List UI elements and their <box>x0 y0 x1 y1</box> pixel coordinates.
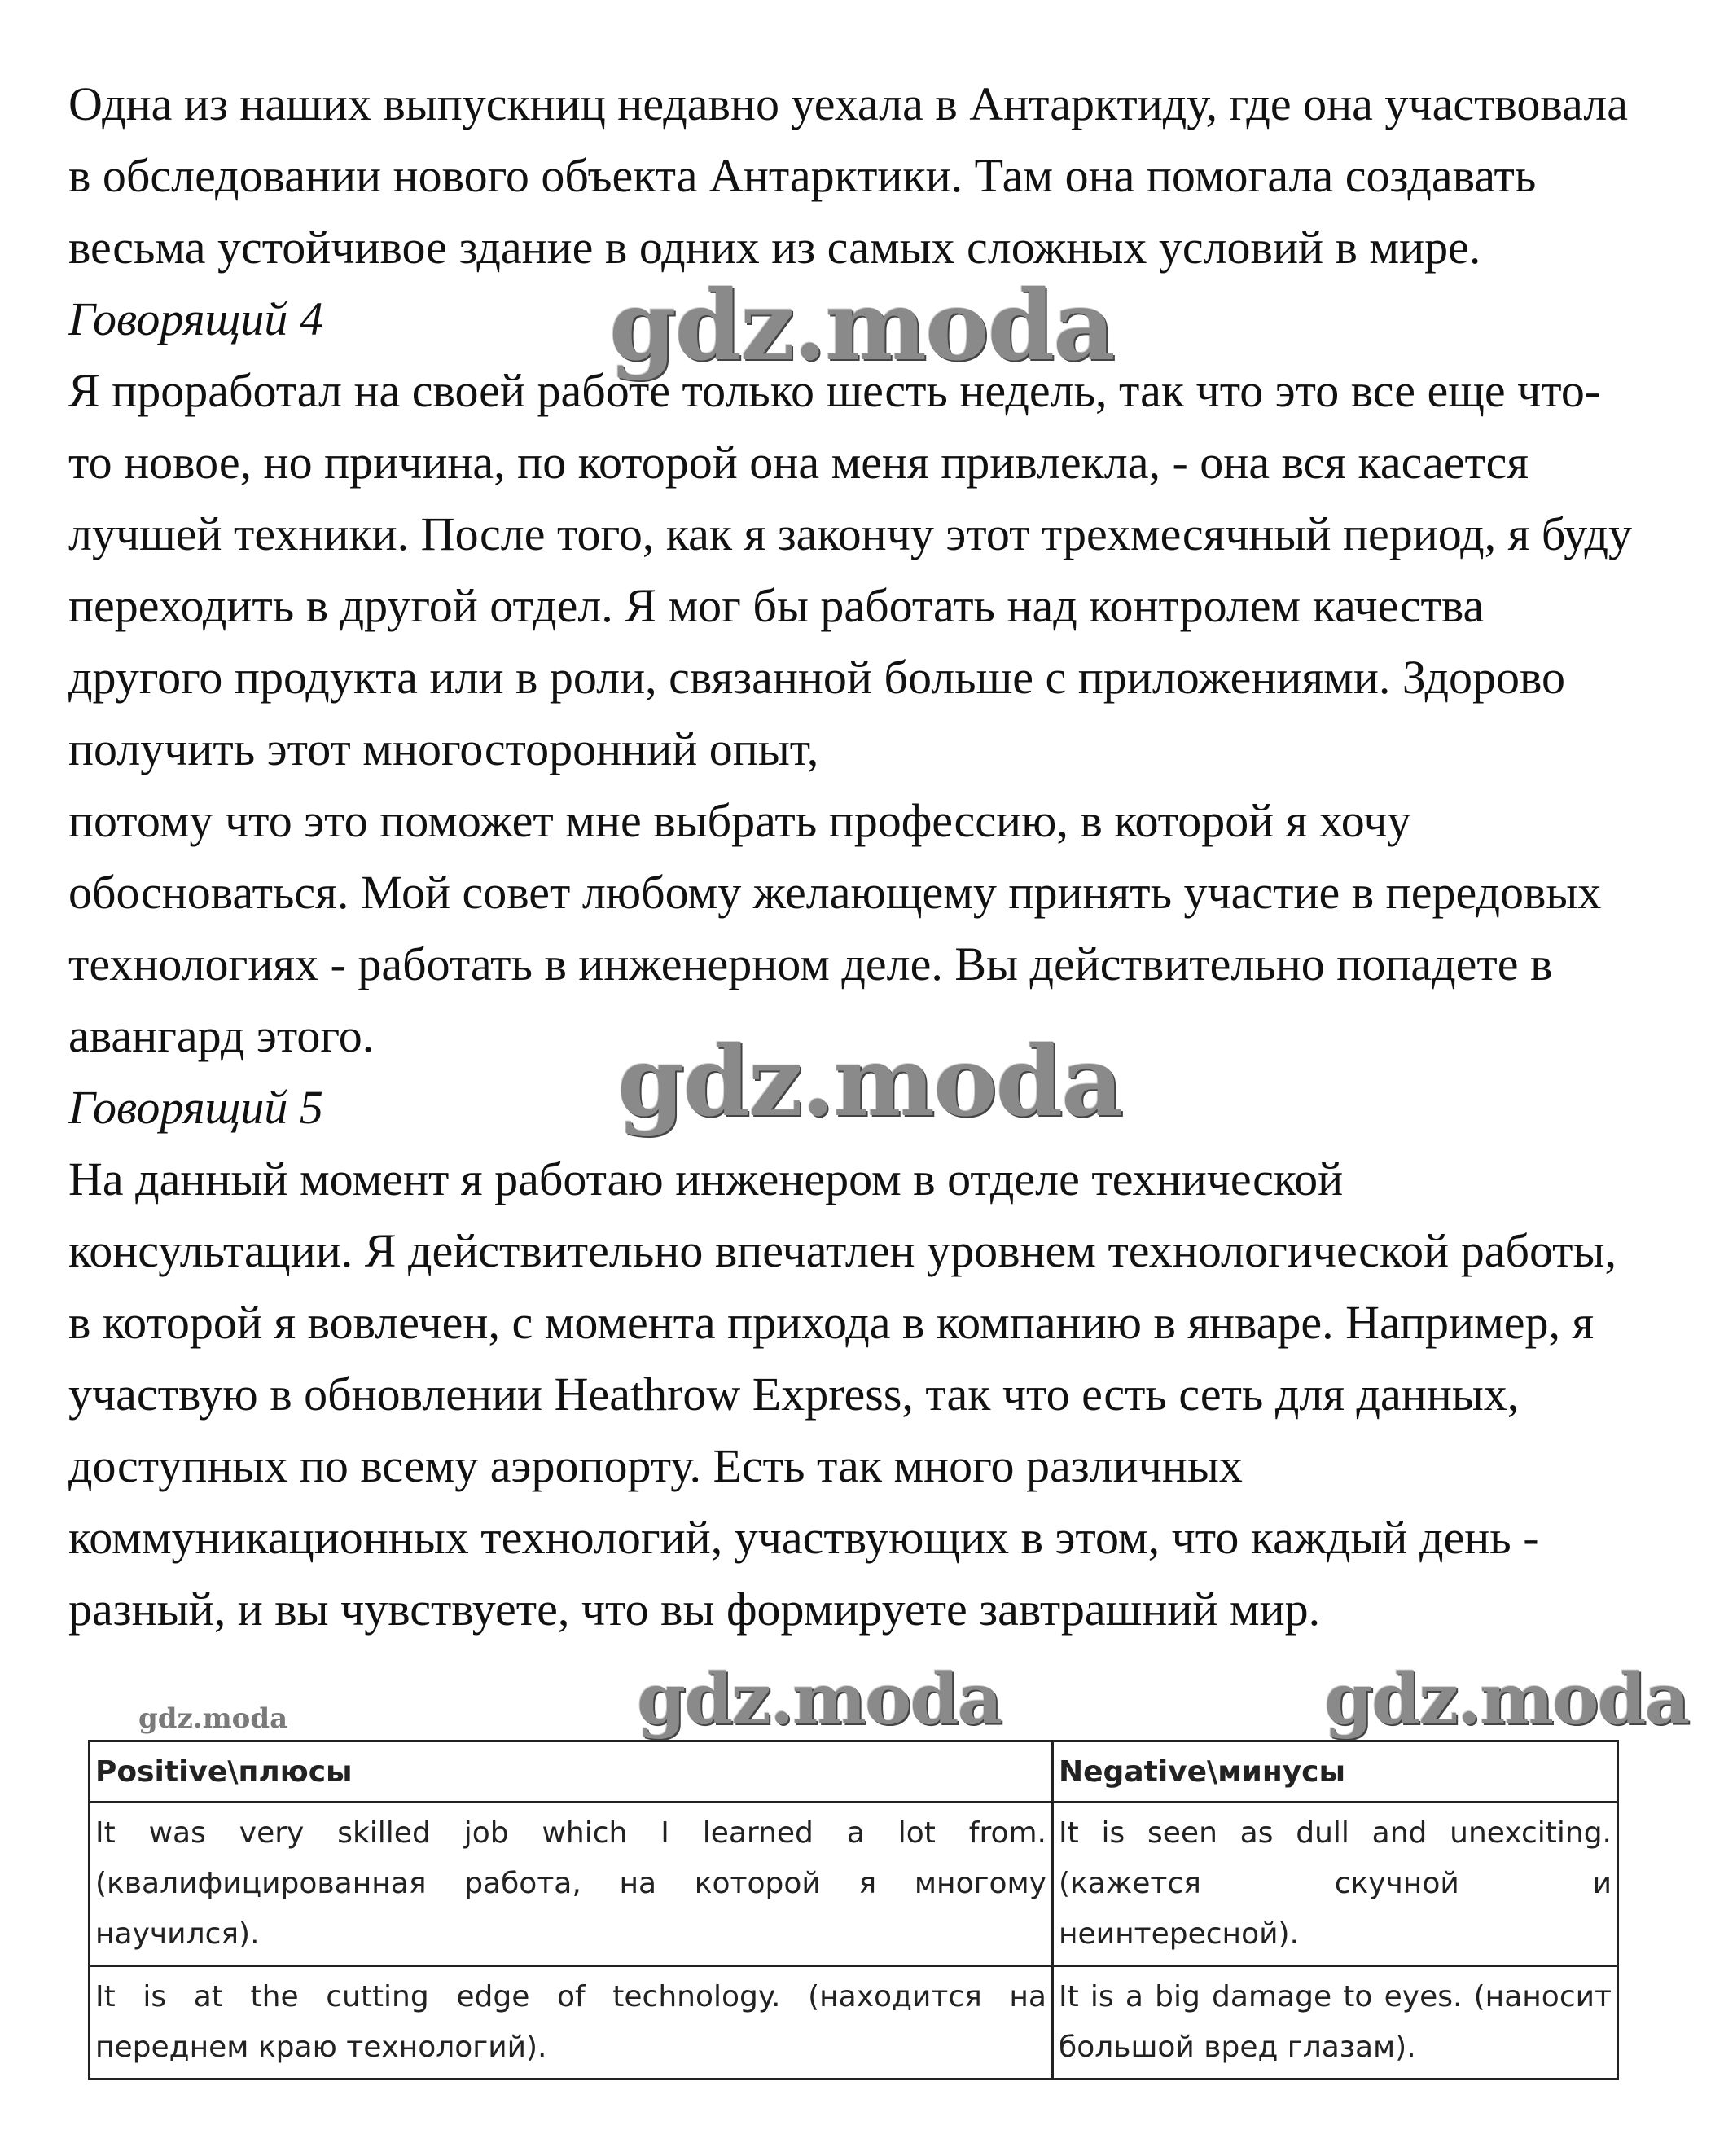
text-line: лучшей техники. После того, как я закончу этот трехмесячный период, я буду <box>68 507 1632 560</box>
text-line: в обследовании нового объекта Антарктики. Там она помогала создавать <box>68 149 1537 202</box>
text-line: то новое, но причина, по которой она меня привлекла, - она вся касается <box>68 436 1529 489</box>
table-header-row <box>90 1741 1618 1803</box>
text-line: получить этот многосторонний опыт, <box>68 722 819 775</box>
table-row <box>90 1966 1618 2079</box>
watermark: gdz.moda <box>138 1702 288 1735</box>
speaker-4-section <box>68 283 1665 1072</box>
table-cell: It is seen as dull and unexciting. (кажется скучной и неинтересной). <box>1053 1803 1618 1966</box>
table-cell: It is at the cutting edge of technology. (находится на переднем краю технологий). <box>90 1966 1053 2079</box>
text-line: технологиях - работать в инженерном деле. Вы действительно попадете в <box>68 937 1553 990</box>
speaker-heading: Говорящий 5 <box>68 1081 323 1134</box>
speaker-heading: Говорящий 4 <box>68 292 323 345</box>
text-line: разный, и вы чувствуете, что вы формируете завтрашний мир. <box>68 1583 1321 1636</box>
watermark: gdz.moda <box>637 1658 1002 1741</box>
text-line: другого продукта или в роли, связанной больше с приложениями. Здорово <box>68 651 1565 704</box>
text-line: Одна из наших выпускниц недавно уехала в Антарктиду, где она участвовала <box>68 77 1628 130</box>
text-line: Я проработал на своей работе только шесть недель, так что это все еще что- <box>68 364 1601 417</box>
text-line: консультации. Я действительно впечатлен уровнем технологической работы, <box>68 1224 1617 1277</box>
paragraph-intro <box>68 68 1665 283</box>
column-header-negative: Negative\минусы <box>1053 1741 1618 1803</box>
text-line: На данный момент я работаю инженером в отделе технической <box>68 1153 1344 1205</box>
text-line: авангард этого. <box>68 1009 375 1062</box>
speaker-5-section <box>68 1072 1665 1645</box>
watermark: gdz.moda <box>609 269 1114 382</box>
table-row <box>90 1803 1618 1966</box>
text-line: коммуникационных технологий, участвующих в этом, что каждый день - <box>68 1511 1539 1564</box>
text-line: весьма устойчивое здание в одних из самых сложных условий в мире. <box>68 221 1481 274</box>
column-header-positive: Positive\плюсы <box>90 1741 1053 1803</box>
text-line: в которой я вовлечен, с момента прихода в компанию в январе. Например, я <box>68 1296 1595 1349</box>
text-line: обосноваться. Мой совет любому желающему принять участие в передовых <box>68 866 1602 919</box>
watermark: gdz.moda <box>617 1025 1122 1138</box>
text-line: переходить в другой отдел. Я мог бы работать над контролем качества <box>68 579 1485 632</box>
table-cell: It is a big damage to eyes. (наносит большой вред глазам). <box>1053 1966 1618 2079</box>
watermark: gdz.moda <box>1324 1658 1689 1741</box>
pros-cons-table <box>88 1740 1619 2080</box>
text-line: участвую в обновлении Heathrow Express, так что есть сеть для данных, <box>68 1368 1520 1421</box>
table-cell: It was very skilled job which I learned a lot from. (квалифицированная работа, на которой я многому научился). <box>90 1803 1053 1966</box>
text-line: доступных по всему аэропорту. Есть так много различных <box>68 1439 1243 1492</box>
text-line: потому что это поможет мне выбрать профессию, в которой я хочу <box>68 794 1411 847</box>
